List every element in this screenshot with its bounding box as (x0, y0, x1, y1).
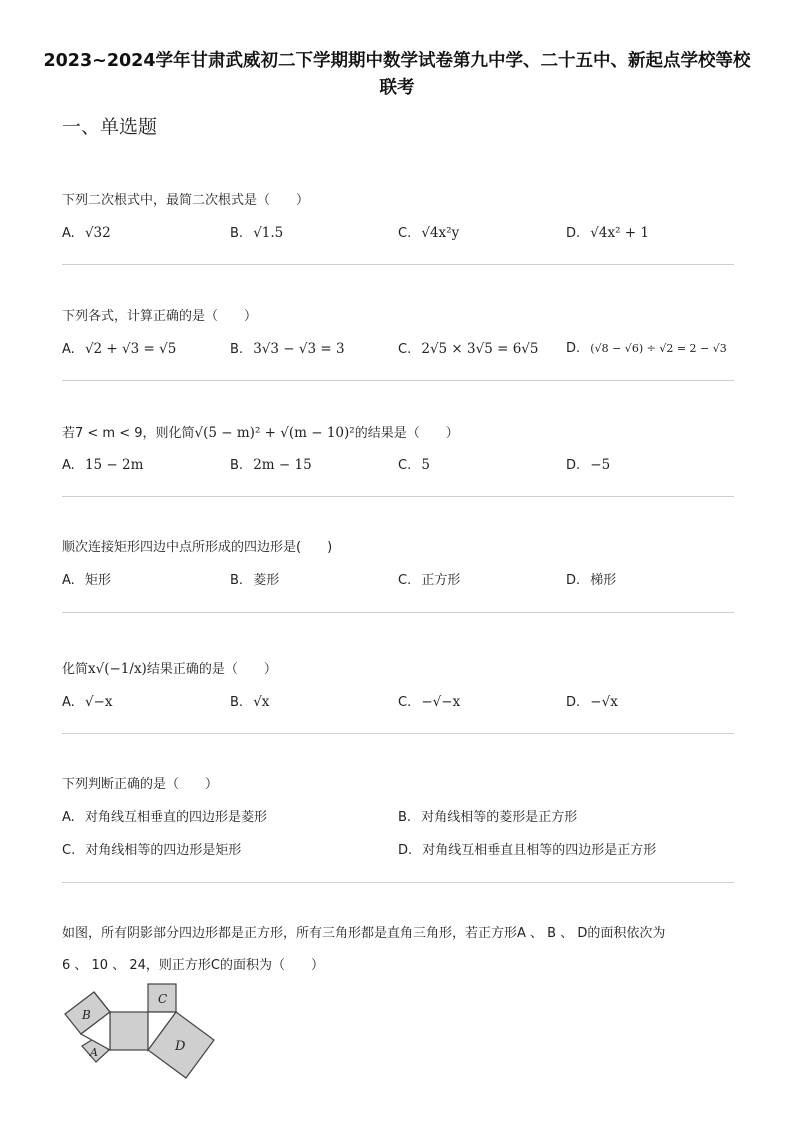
option-a[interactable]: A. 对角线互相垂直的四边形是菱形 (62, 810, 267, 825)
option-d[interactable]: D. 对角线互相垂直且相等的四边形是正方形 (398, 843, 657, 858)
option-c[interactable]: C. 2√5 × 3√5 = 6√5 (398, 341, 539, 357)
option-b[interactable]: B. 对角线相等的菱形是正方形 (398, 810, 578, 825)
center-square (110, 1012, 148, 1050)
option-d[interactable]: D. −5 (566, 457, 611, 473)
label-d: D (175, 1039, 186, 1054)
option-a[interactable]: A. √−x (62, 694, 113, 710)
option-c[interactable]: C. 正方形 (398, 573, 461, 588)
question-stem: 下列二次根式中，最简二次根式是（ ） (62, 193, 310, 208)
divider (62, 380, 734, 381)
question-stem-line-1: 如图，所有阴影部分四边形都是正方形，所有三角形都是直角三角形，若正方形A 、 B 、 D的面积依次为 (62, 926, 666, 941)
option-b[interactable]: B. 2m − 15 (230, 457, 312, 473)
section-heading: 一、单选题 (62, 116, 158, 138)
option-d[interactable]: D. −√x (566, 694, 618, 710)
option-d[interactable]: D. √4x² + 1 (566, 225, 649, 241)
option-d[interactable]: D. (√8 − √6) ÷ √2 = 2 − √3 (566, 341, 727, 356)
option-b[interactable]: B. √1.5 (230, 225, 284, 241)
option-d[interactable]: D. 梯形 (566, 573, 617, 588)
option-a[interactable]: A. √32 (62, 225, 111, 241)
exam-title: 2023~2024学年甘肃武威初二下学期期中数学试卷第九中学、二十五中、新起点学校等校联考 (43, 51, 751, 98)
option-c[interactable]: C. √4x²y (398, 225, 460, 241)
radical-expression: √(5 − m)² + √(m − 10)² (194, 425, 355, 441)
option-a[interactable]: A. 矩形 (62, 573, 111, 588)
question-stem: 顺次连接矩形四边中点所形成的四边形是( ) (62, 540, 333, 555)
option-c[interactable]: C. 对角线相等的四边形是矩形 (62, 843, 242, 858)
divider (62, 733, 734, 734)
squares-figure (60, 982, 220, 1082)
divider (62, 612, 734, 613)
question-stem: 下列判断正确的是（ ） (62, 777, 219, 792)
question-stem-line-2: 6 、 10 、 24，则正方形C的面积为（ ） (62, 958, 324, 973)
label-b: B (82, 1008, 91, 1022)
question-stem: 若7 < m < 9，则化简√(5 − m)² + √(m − 10)²的结果是（ ） (62, 425, 459, 441)
option-a[interactable]: A. √2 + √3 = √5 (62, 341, 177, 357)
divider (62, 264, 734, 265)
option-a[interactable]: A. 15 − 2m (62, 457, 144, 473)
option-b[interactable]: B. √x (230, 694, 270, 710)
divider (62, 496, 734, 497)
option-c[interactable]: C. 5 (398, 457, 430, 473)
label-c: C (158, 992, 168, 1006)
question-stem: 下列各式，计算正确的是（ ） (62, 309, 258, 324)
option-b[interactable]: B. 3√3 − √3 = 3 (230, 341, 345, 357)
option-b[interactable]: B. 菱形 (230, 573, 280, 588)
option-c[interactable]: C. −√−x (398, 694, 461, 710)
label-a: A (90, 1046, 98, 1059)
question-stem: 化简x√(−1/x)结果正确的是（ ） (62, 661, 277, 677)
radical-expression: x√(−1/x) (88, 661, 147, 677)
divider (62, 882, 734, 883)
